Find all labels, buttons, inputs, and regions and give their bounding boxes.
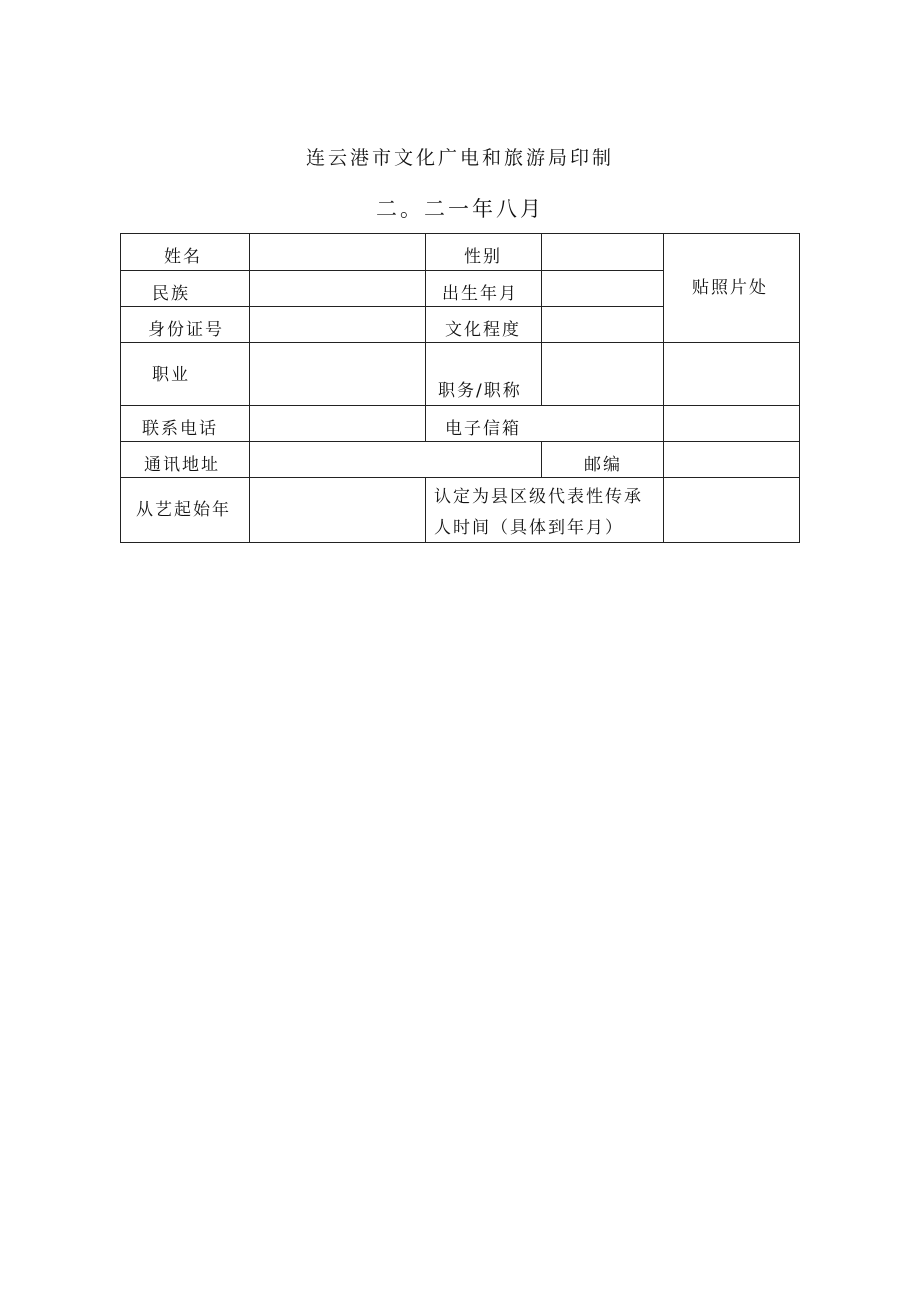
recognition-date-label-line1: 认定为县区级代表性传承 (434, 487, 643, 507)
email-extra-field[interactable] (664, 406, 799, 441)
birth-date-label: 出生年月 (442, 284, 518, 304)
address-field[interactable] (250, 442, 541, 477)
ethnicity-label: 民族 (152, 284, 190, 304)
email-field[interactable] (542, 406, 663, 441)
table-border-bottom (120, 542, 800, 543)
ethnicity-field[interactable] (250, 271, 425, 306)
name-field[interactable] (250, 234, 425, 270)
education-label: 文化程度 (445, 320, 521, 340)
occupation-label: 职业 (152, 365, 190, 385)
issuer-line: 连云港市文化广电和旅游局印制 (305, 147, 614, 169)
occupation-field[interactable] (250, 343, 425, 405)
registration-form-table (120, 233, 800, 543)
column-divider (425, 233, 426, 442)
art-start-year-field[interactable] (250, 478, 425, 542)
gender-label: 性别 (464, 247, 502, 267)
gender-field[interactable] (542, 234, 663, 270)
photo-placeholder-label: 贴照片处 (692, 278, 768, 298)
job-title-field[interactable] (542, 343, 663, 405)
art-start-year-label: 从艺起始年 (136, 500, 231, 520)
id-number-field[interactable] (250, 307, 425, 342)
occupation-extra-field[interactable] (664, 343, 799, 405)
recognition-date-field[interactable] (664, 478, 799, 542)
column-divider (425, 478, 426, 543)
address-label: 通讯地址 (144, 455, 220, 475)
table-border-right (799, 233, 800, 543)
education-field[interactable] (542, 307, 663, 342)
name-label: 姓名 (164, 247, 202, 267)
issue-date: 二。二一年八月 (376, 197, 544, 221)
postcode-field[interactable] (664, 442, 799, 477)
postcode-label: 邮编 (584, 455, 622, 475)
email-label: 电子信箱 (445, 419, 521, 439)
table-border-left (120, 233, 121, 543)
birth-date-field[interactable] (542, 271, 663, 306)
phone-label: 联系电话 (142, 419, 218, 439)
column-divider (541, 442, 542, 478)
phone-field[interactable] (250, 406, 425, 441)
photo-area[interactable] (664, 234, 799, 342)
id-number-label: 身份证号 (148, 320, 224, 340)
job-title-label: 职务/职称 (438, 381, 522, 401)
recognition-date-label-line2: 人时间（具体到年月） (434, 518, 624, 538)
